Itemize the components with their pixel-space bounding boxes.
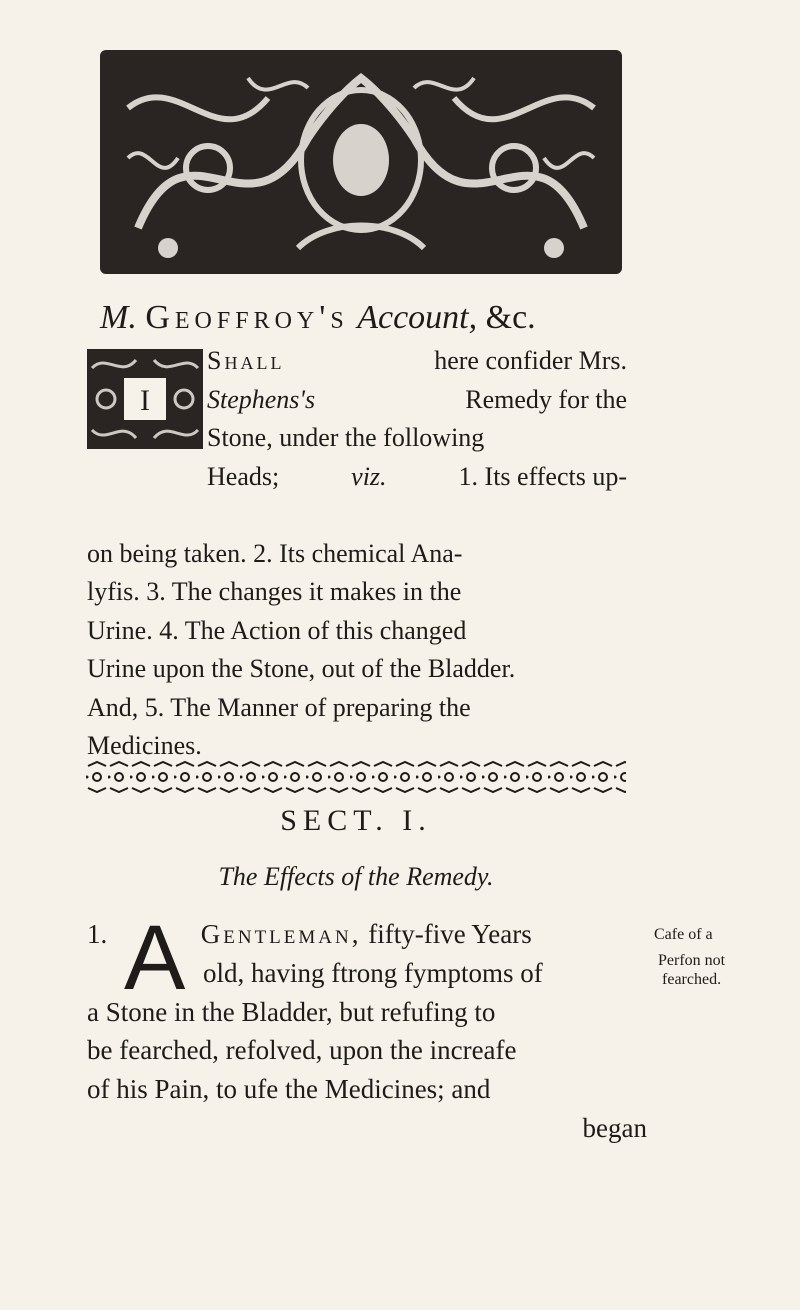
catchword: began <box>582 1112 647 1143</box>
title-word: Account, <box>357 299 478 336</box>
text-line <box>207 458 627 497</box>
ornamental-headpiece <box>98 48 624 276</box>
ornamental-dropcap <box>86 348 204 450</box>
text-line: Medicines. <box>87 730 202 760</box>
text-line: And, 5. The Manner of preparing the <box>87 692 471 722</box>
title-suffix: &c. <box>485 299 536 336</box>
text-line: a Stone in the Bladder, but refufing to <box>87 996 496 1027</box>
text-line: be fearched, refolved, upon the increafe <box>87 1035 517 1066</box>
gentleman-word: Gentleman, <box>200 919 362 949</box>
text-line: of his Pain, to ufe the Medicines; and <box>87 1074 491 1105</box>
intro-paragraph-top <box>207 342 627 496</box>
dropcap-letter: I <box>140 384 150 417</box>
line-text: 1. Its effects up- <box>458 461 627 491</box>
section-subheading: The Effects of the Remedy. <box>218 862 494 891</box>
line-text: fifty-five Years <box>368 919 532 949</box>
text-line <box>207 342 627 381</box>
title-name: Geoffroy's <box>145 299 349 336</box>
text-line: lyfis. 3. The changes it makes in the <box>87 577 462 607</box>
initial-capital: A <box>124 907 186 1009</box>
shall-word: Shall <box>207 346 285 375</box>
case-paragraph <box>87 907 647 1148</box>
text-line: Urine upon the Stone, out of the Bladder. <box>87 654 516 684</box>
paragraph-number: 1. <box>87 919 108 949</box>
text-line: Stone, under the following <box>207 423 485 453</box>
margin-note-line: Cafe of a <box>654 926 713 943</box>
text-line <box>87 954 647 993</box>
line-text: Heads; <box>207 461 280 491</box>
line-text: old, having ftrong fymptoms of <box>203 957 543 988</box>
ornamental-rule <box>86 760 626 794</box>
margin-note-line: fearched. <box>662 971 722 988</box>
margin-note <box>654 925 800 988</box>
text-line <box>207 381 627 420</box>
text-line: Urine. 4. The Action of this changed <box>87 615 467 645</box>
stephens-name: Stephens's <box>207 384 316 414</box>
margin-note-sub <box>658 951 725 989</box>
line-text: here confider Mrs. <box>434 346 627 375</box>
intro-paragraph-main <box>87 535 627 765</box>
title-prefix: M. <box>100 299 137 336</box>
page-title <box>100 298 660 338</box>
viz-word: viz. <box>351 461 387 491</box>
section-heading: SECT. I. <box>280 804 432 837</box>
text-line <box>87 915 647 954</box>
line-text: Remedy for the <box>465 384 627 414</box>
margin-note-line: Perfon not <box>658 952 726 969</box>
text-line: on being taken. 2. Its chemical Ana- <box>87 539 463 568</box>
